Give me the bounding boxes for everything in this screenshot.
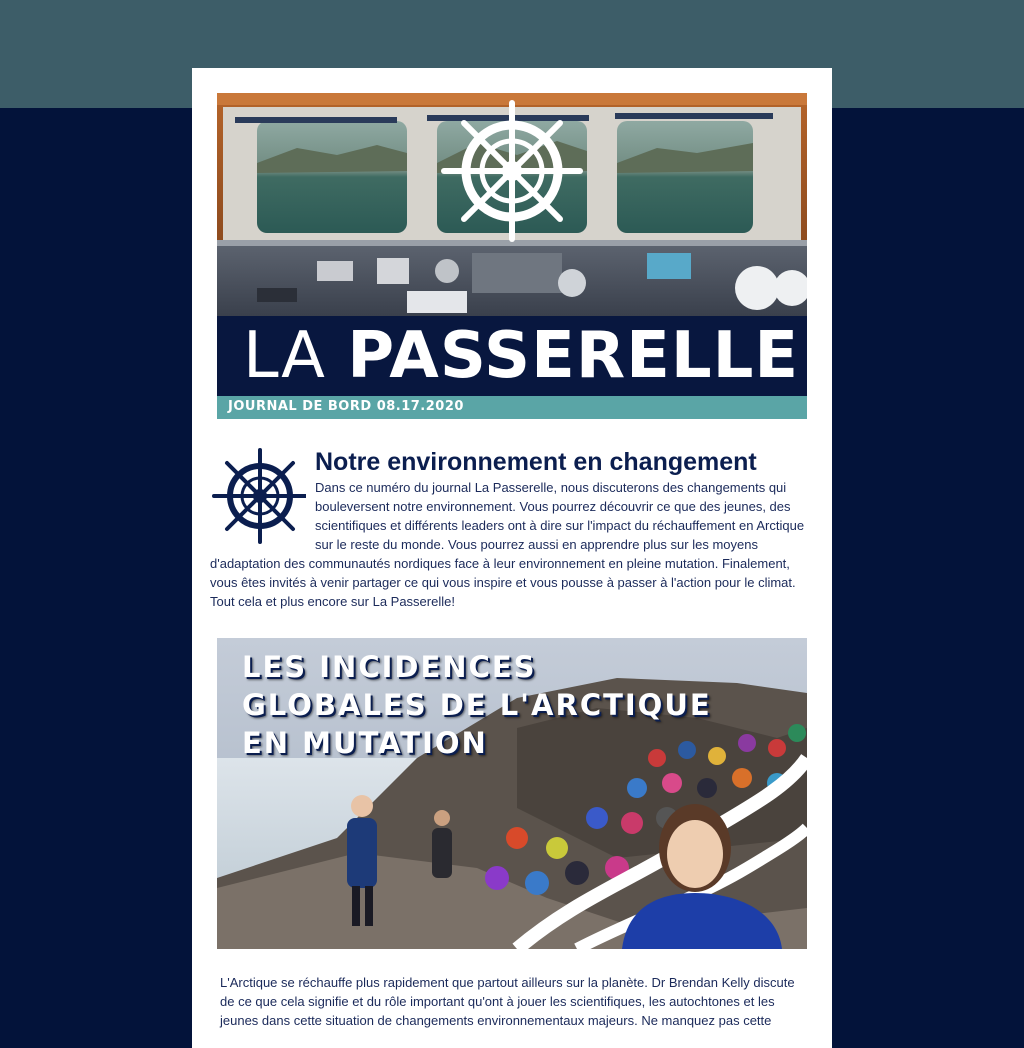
feature-text: L'Arctique se réchauffe plus rapidement que partout ailleurs sur la planète. Dr Brendan Kelly discute de ce que cela signifie et du rôle important qu'ont à jouer les scientifiques, les autochtones et les jeunes dans cette situation de changements environnementaux majeurs. Ne manquez pas cette xyxy=(220,975,795,1028)
issue-date: JOURNAL DE BORD 08.17.2020 xyxy=(228,399,464,414)
bridge-window-photo xyxy=(217,93,807,316)
title-band xyxy=(217,316,807,396)
ship-wheel-icon xyxy=(210,446,306,546)
intro-text: Dans ce numéro du journal La Passerelle, nous discuterons des changements qui bouleversent notre environnement. Vous pourrez découvrir ce que des jeunes, des scientifiques et différents leaders ont à dire sur l'impact du réchauffement en Arctique sur le reste du monde. Vous pourrez aussi en apprendre plus sur les moyens d'adaptation des communautés nordiques face à leur environnement en pleine mutation. Finalement, vous êtes invités à venir partager ce qui vous inspire et vous pousse à passer à l'action pour le climat. Tout cela et plus encore sur La Passerelle! xyxy=(210,480,805,609)
title-light: LA xyxy=(243,319,326,393)
feature-title-line: EN MUTATION xyxy=(242,726,488,760)
title-bold: PASSERELLE xyxy=(347,319,800,393)
feature-banner[interactable] xyxy=(217,638,807,949)
date-band xyxy=(217,396,807,419)
intro-section xyxy=(210,446,814,611)
newsletter-card xyxy=(192,68,832,1048)
newsletter-title xyxy=(243,320,799,392)
header-banner xyxy=(217,93,807,419)
feature-title xyxy=(242,648,712,762)
feature-title-line: LES INCIDENCES xyxy=(242,650,537,684)
feature-title-line: GLOBALES DE L'ARCTIQUE xyxy=(242,688,712,722)
intro-heading: Notre environnement en changement xyxy=(315,448,757,476)
